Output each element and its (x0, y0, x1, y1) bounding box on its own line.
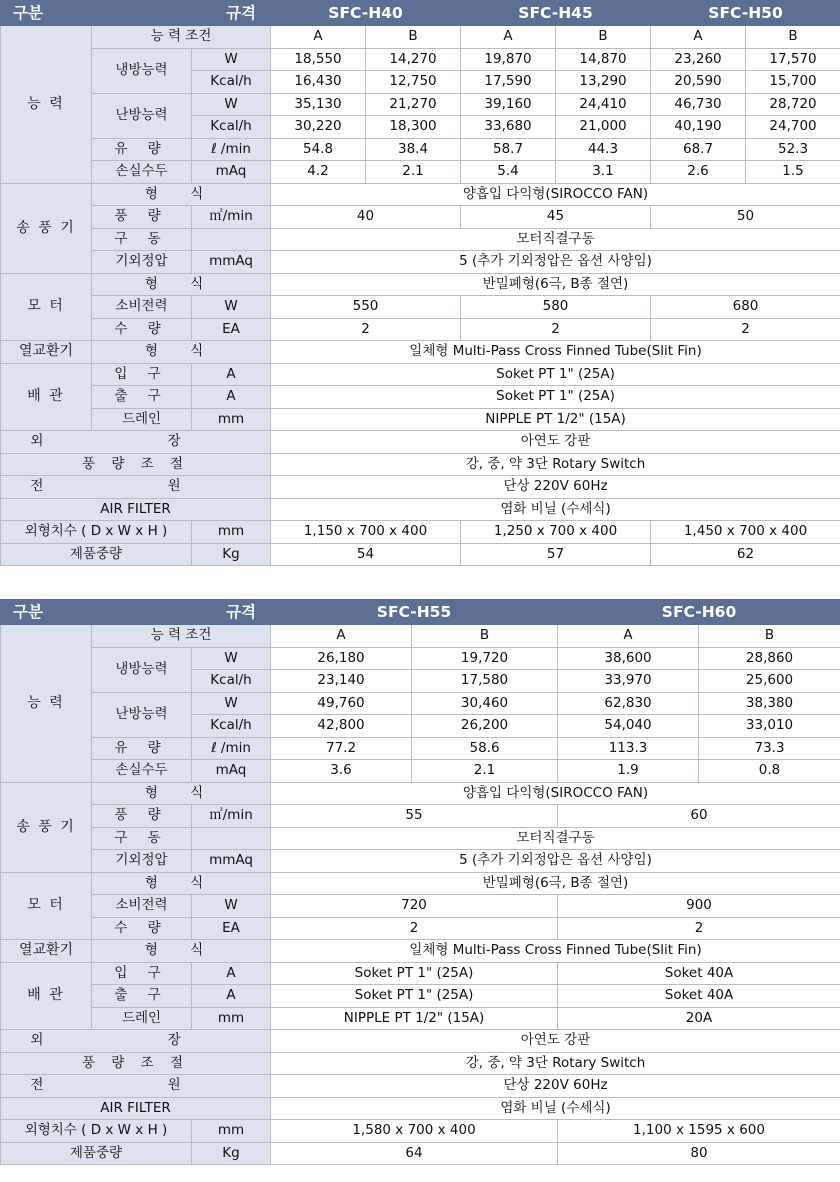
loss-row (1, 760, 840, 783)
capacity-group: 능 력 (1, 625, 92, 783)
value-cell: 580 (461, 296, 651, 319)
motor-qty-label: 수 량 (92, 318, 192, 341)
value-cell: 35,130 (271, 93, 366, 116)
unit-cell: mm (192, 521, 271, 544)
hx-row (1, 940, 840, 963)
exterior-value: 아연도 강판 (271, 1030, 840, 1053)
weight-row (1, 543, 840, 566)
unit-cell: ℓ /min (192, 138, 271, 161)
dimension-row (1, 1120, 840, 1143)
value-cell: 38.4 (366, 138, 461, 161)
condition-row (1, 26, 840, 49)
weight-row (1, 1142, 840, 1165)
value-cell: Soket PT 1" (25A) (271, 962, 558, 985)
fan-type-value: 양흡입 다익형(SIROCCO FAN) (271, 782, 840, 805)
gubun-header: 구분 (1, 1, 92, 26)
airctl-row (1, 453, 840, 476)
hx-label: 형 식 (92, 341, 271, 364)
pipe-group: 배 관 (1, 363, 92, 431)
fan-type-row (1, 782, 840, 805)
cooling-label: 냉방능력 (92, 647, 192, 692)
pipe-out-row (1, 985, 840, 1008)
value-cell: 39,160 (461, 93, 556, 116)
fan-group: 송 풍 기 (1, 183, 92, 273)
condition-label: 능 력 조건 (92, 625, 271, 648)
cond-cell: B (412, 625, 558, 648)
filter-row (1, 1097, 840, 1120)
unit-cell: mmAq (192, 251, 271, 274)
pipe-out-label: 출 구 (92, 386, 192, 409)
value-cell: Soket PT 1" (25A) (271, 985, 558, 1008)
unit-cell: mAq (192, 760, 271, 783)
cond-cell: A (651, 26, 746, 49)
unit-cell: mAq (192, 161, 271, 184)
model-header-h60: SFC-H60 (558, 600, 840, 625)
capacity-group: 능 력 (1, 26, 92, 184)
filter-value: 염화 비닐 (수세식) (271, 498, 840, 521)
cond-cell: A (271, 625, 412, 648)
value-cell: 113.3 (558, 737, 699, 760)
value-cell: 17,570 (746, 48, 840, 71)
fan-drive-value: 모터직결구동 (271, 827, 840, 850)
value-cell: 28,860 (699, 647, 840, 670)
value-cell: 40 (271, 206, 461, 229)
exterior-label: 외 장 (1, 431, 271, 454)
value-cell: 14,870 (556, 48, 651, 71)
value-cell: 1.9 (558, 760, 699, 783)
value-cell: 1.5 (746, 161, 840, 184)
motor-qty-row (1, 917, 840, 940)
unit-cell: Kg (192, 1142, 271, 1165)
unit-cell: Kcal/h (192, 116, 271, 139)
motor-type-value: 반밀폐형(6극, B종 절연) (271, 273, 840, 296)
motor-power-row (1, 296, 840, 319)
value-cell: 5.4 (461, 161, 556, 184)
value-cell: 19,870 (461, 48, 556, 71)
value-cell: 58.6 (412, 737, 558, 760)
value-cell: 24,410 (556, 93, 651, 116)
value-cell: 60 (558, 805, 840, 828)
value-cell: 550 (271, 296, 461, 319)
pipe-out-label: 출 구 (92, 985, 192, 1008)
value-cell: 45 (461, 206, 651, 229)
value-cell: 2 (651, 318, 840, 341)
unit-cell: W (192, 895, 271, 918)
unit-cell: ㎥/min (192, 206, 271, 229)
exterior-value: 아연도 강판 (271, 431, 840, 454)
unit-cell: mm (192, 1120, 271, 1143)
value-cell: 2.6 (651, 161, 746, 184)
unit-cell: Kg (192, 543, 271, 566)
model-header-h55: SFC-H55 (271, 600, 558, 625)
unit-cell: EA (192, 318, 271, 341)
value-cell: 21,000 (556, 116, 651, 139)
value-cell: 80 (558, 1142, 840, 1165)
value-cell: 44.3 (556, 138, 651, 161)
value-cell: 1,580 x 700 x 400 (271, 1120, 558, 1143)
motor-power-row (1, 895, 840, 918)
header-row (1, 1, 840, 26)
power-label: 전 원 (1, 1075, 271, 1098)
loss-label: 손실수두 (92, 760, 192, 783)
cond-cell: B (556, 26, 651, 49)
value-cell: 0.8 (699, 760, 840, 783)
value-cell: 62 (651, 543, 840, 566)
value-cell: 25,600 (699, 670, 840, 693)
fan-esp-row (1, 850, 840, 873)
value-cell: 55 (271, 805, 558, 828)
unit-cell: A (192, 386, 271, 409)
cond-cell: B (699, 625, 840, 648)
fan-esp-label: 기외정압 (92, 850, 192, 873)
value-cell: 49,760 (271, 692, 412, 715)
value-cell: 24,700 (746, 116, 840, 139)
hx-group: 열교환기 (1, 940, 92, 963)
flow-label: 유 량 (92, 737, 192, 760)
airctl-label: 풍 량 조 절 (1, 453, 271, 476)
unit-cell: ㎥/min (192, 805, 271, 828)
dimension-label: 외형치수 ( D x W x H ) (1, 1120, 192, 1143)
value-cell: 680 (651, 296, 840, 319)
motor-power-label: 소비전력 (92, 296, 192, 319)
fan-type-label: 형 식 (92, 782, 271, 805)
power-value: 단상 220V 60Hz (271, 476, 840, 499)
weight-label: 제품중량 (1, 543, 192, 566)
fan-esp-value: 5 (추가 기외정압은 옵션 사양임) (271, 251, 840, 274)
value-cell: 16,430 (271, 71, 366, 94)
heating-w-row (1, 692, 840, 715)
unit-cell: Kcal/h (192, 670, 271, 693)
flow-row (1, 737, 840, 760)
value-cell: 20A (558, 1007, 840, 1030)
cooling-w-row (1, 647, 840, 670)
cooling-label: 냉방능력 (92, 48, 192, 93)
value-cell: 30,460 (412, 692, 558, 715)
value-cell: 23,260 (651, 48, 746, 71)
value-cell: 77.2 (271, 737, 412, 760)
pipe-in-row (1, 363, 840, 386)
spec-header: 규격 (92, 1, 271, 26)
value-cell: 2 (271, 917, 558, 940)
value-cell: 14,270 (366, 48, 461, 71)
value-cell: Soket 40A (558, 985, 840, 1008)
value-cell: 42,800 (271, 715, 412, 738)
pipe-in-value: Soket PT 1" (25A) (271, 363, 840, 386)
hx-value: 일체형 Multi-Pass Cross Finned Tube(Slit Fin) (271, 940, 840, 963)
loss-row (1, 161, 840, 184)
pipe-out-value: Soket PT 1" (25A) (271, 386, 840, 409)
value-cell: 62,830 (558, 692, 699, 715)
value-cell: 4.2 (271, 161, 366, 184)
unit-cell: Kcal/h (192, 715, 271, 738)
value-cell: 3.6 (271, 760, 412, 783)
motor-qty-label: 수 량 (92, 917, 192, 940)
fan-air-label: 풍 량 (92, 805, 192, 828)
heating-w-row (1, 93, 840, 116)
value-cell: 54,040 (558, 715, 699, 738)
unit-cell: W (192, 48, 271, 71)
pipe-drain-value: NIPPLE PT 1/2" (15A) (271, 408, 840, 431)
unit-cell: Kcal/h (192, 71, 271, 94)
weight-label: 제품중량 (1, 1142, 192, 1165)
value-cell: 46,730 (651, 93, 746, 116)
value-cell: Soket 40A (558, 962, 840, 985)
flow-label: 유 량 (92, 138, 192, 161)
cond-cell: B (366, 26, 461, 49)
hx-row (1, 341, 840, 364)
unit-cell: mm (192, 1007, 271, 1030)
value-cell: 1,450 x 700 x 400 (651, 521, 840, 544)
airctl-label: 풍 량 조 절 (1, 1052, 271, 1075)
power-row (1, 476, 840, 499)
value-cell: 1,250 x 700 x 400 (461, 521, 651, 544)
power-value: 단상 220V 60Hz (271, 1075, 840, 1098)
value-cell: 15,700 (746, 71, 840, 94)
hx-group: 열교환기 (1, 341, 92, 364)
condition-row (1, 625, 840, 648)
pipe-drain-label: 드레인 (92, 1007, 192, 1030)
fan-drive-row (1, 228, 840, 251)
exterior-label: 외 장 (1, 1030, 271, 1053)
value-cell: 23,140 (271, 670, 412, 693)
fan-drive-row (1, 827, 840, 850)
cond-cell: A (558, 625, 699, 648)
fan-drive-label: 구 동 (92, 228, 192, 251)
motor-qty-row (1, 318, 840, 341)
pipe-out-row (1, 386, 840, 409)
dimension-row (1, 521, 840, 544)
pipe-in-label: 입 구 (92, 363, 192, 386)
motor-type-row (1, 273, 840, 296)
value-cell: 720 (271, 895, 558, 918)
value-cell: 900 (558, 895, 840, 918)
value-cell: 17,590 (461, 71, 556, 94)
motor-group: 모 터 (1, 273, 92, 341)
fan-air-label: 풍 량 (92, 206, 192, 229)
motor-group: 모 터 (1, 872, 92, 940)
fan-esp-label: 기외정압 (92, 251, 192, 274)
gubun-header: 구분 (1, 600, 92, 625)
model-header-h50: SFC-H50 (651, 1, 840, 26)
filter-label: AIR FILTER (1, 1097, 271, 1120)
value-cell: 73.3 (699, 737, 840, 760)
filter-row (1, 498, 840, 521)
value-cell: 33,970 (558, 670, 699, 693)
pipe-in-label: 입 구 (92, 962, 192, 985)
value-cell: 1,150 x 700 x 400 (271, 521, 461, 544)
cond-cell: A (271, 26, 366, 49)
value-cell: 17,580 (412, 670, 558, 693)
value-cell: 21,270 (366, 93, 461, 116)
value-cell: 57 (461, 543, 651, 566)
unit-cell: A (192, 985, 271, 1008)
fan-type-label: 형 식 (92, 183, 271, 206)
fan-esp-value: 5 (추가 기외정압은 옵션 사양임) (271, 850, 840, 873)
value-cell: 2 (558, 917, 840, 940)
spec-table-h40-h50 (0, 0, 840, 566)
value-cell: 13,290 (556, 71, 651, 94)
heating-label: 난방능력 (92, 93, 192, 138)
heating-label: 난방능력 (92, 692, 192, 737)
flow-row (1, 138, 840, 161)
pipe-group: 배 관 (1, 962, 92, 1030)
exterior-row (1, 1030, 840, 1053)
filter-label: AIR FILTER (1, 498, 271, 521)
fan-type-row (1, 183, 840, 206)
unit-cell: mm (192, 408, 271, 431)
value-cell: NIPPLE PT 1/2" (15A) (271, 1007, 558, 1030)
pipe-drain-row (1, 1007, 840, 1030)
pipe-drain-row (1, 408, 840, 431)
unit-cell (192, 228, 271, 251)
fan-air-row (1, 805, 840, 828)
unit-cell: A (192, 363, 271, 386)
header-row (1, 600, 840, 625)
motor-type-label: 형 식 (92, 872, 271, 895)
value-cell: 20,590 (651, 71, 746, 94)
unit-cell: ℓ /min (192, 737, 271, 760)
airctl-value: 강, 중, 약 3단 Rotary Switch (271, 453, 840, 476)
value-cell: 26,200 (412, 715, 558, 738)
value-cell: 12,750 (366, 71, 461, 94)
fan-type-value: 양흡입 다익형(SIROCCO FAN) (271, 183, 840, 206)
fan-air-row (1, 206, 840, 229)
value-cell: 33,680 (461, 116, 556, 139)
value-cell: 3.1 (556, 161, 651, 184)
power-row (1, 1075, 840, 1098)
value-cell: 19,720 (412, 647, 558, 670)
value-cell: 28,720 (746, 93, 840, 116)
unit-cell: W (192, 296, 271, 319)
value-cell: 58.7 (461, 138, 556, 161)
spec-table-h55-h60 (0, 599, 840, 1165)
value-cell: 2 (271, 318, 461, 341)
fan-drive-value: 모터직결구동 (271, 228, 840, 251)
unit-cell: W (192, 647, 271, 670)
value-cell: 2.1 (366, 161, 461, 184)
airctl-row (1, 1052, 840, 1075)
model-header-h45: SFC-H45 (461, 1, 651, 26)
unit-cell: mmAq (192, 850, 271, 873)
value-cell: 68.7 (651, 138, 746, 161)
unit-cell: EA (192, 917, 271, 940)
fan-esp-row (1, 251, 840, 274)
unit-cell (192, 827, 271, 850)
value-cell: 54.8 (271, 138, 366, 161)
unit-cell: W (192, 692, 271, 715)
value-cell: 18,550 (271, 48, 366, 71)
motor-type-label: 형 식 (92, 273, 271, 296)
condition-label: 능 력 조건 (92, 26, 271, 49)
motor-type-value: 반밀폐형(6극, B종 절연) (271, 872, 840, 895)
motor-power-label: 소비전력 (92, 895, 192, 918)
fan-group: 송 풍 기 (1, 782, 92, 872)
value-cell: 54 (271, 543, 461, 566)
power-label: 전 원 (1, 476, 271, 499)
pipe-drain-label: 드레인 (92, 408, 192, 431)
value-cell: 64 (271, 1142, 558, 1165)
unit-cell: W (192, 93, 271, 116)
value-cell: 2.1 (412, 760, 558, 783)
value-cell: 18,300 (366, 116, 461, 139)
fan-drive-label: 구 동 (92, 827, 192, 850)
airctl-value: 강, 중, 약 3단 Rotary Switch (271, 1052, 840, 1075)
unit-cell: A (192, 962, 271, 985)
hx-label: 형 식 (92, 940, 271, 963)
value-cell: 52.3 (746, 138, 840, 161)
value-cell: 38,600 (558, 647, 699, 670)
value-cell: 2 (461, 318, 651, 341)
motor-type-row (1, 872, 840, 895)
exterior-row (1, 431, 840, 454)
model-header-h40: SFC-H40 (271, 1, 461, 26)
dimension-label: 외형치수 ( D x W x H ) (1, 521, 192, 544)
value-cell: 38,380 (699, 692, 840, 715)
value-cell: 30,220 (271, 116, 366, 139)
cooling-w-row (1, 48, 840, 71)
hx-value: 일체형 Multi-Pass Cross Finned Tube(Slit Fin) (271, 341, 840, 364)
value-cell: 40,190 (651, 116, 746, 139)
value-cell: 50 (651, 206, 840, 229)
spec-header: 규격 (92, 600, 271, 625)
value-cell: 26,180 (271, 647, 412, 670)
pipe-in-row (1, 962, 840, 985)
cond-cell: B (746, 26, 840, 49)
cond-cell: A (461, 26, 556, 49)
value-cell: 33,010 (699, 715, 840, 738)
filter-value: 염화 비닐 (수세식) (271, 1097, 840, 1120)
loss-label: 손실수두 (92, 161, 192, 184)
value-cell: 1,100 x 1595 x 600 (558, 1120, 840, 1143)
